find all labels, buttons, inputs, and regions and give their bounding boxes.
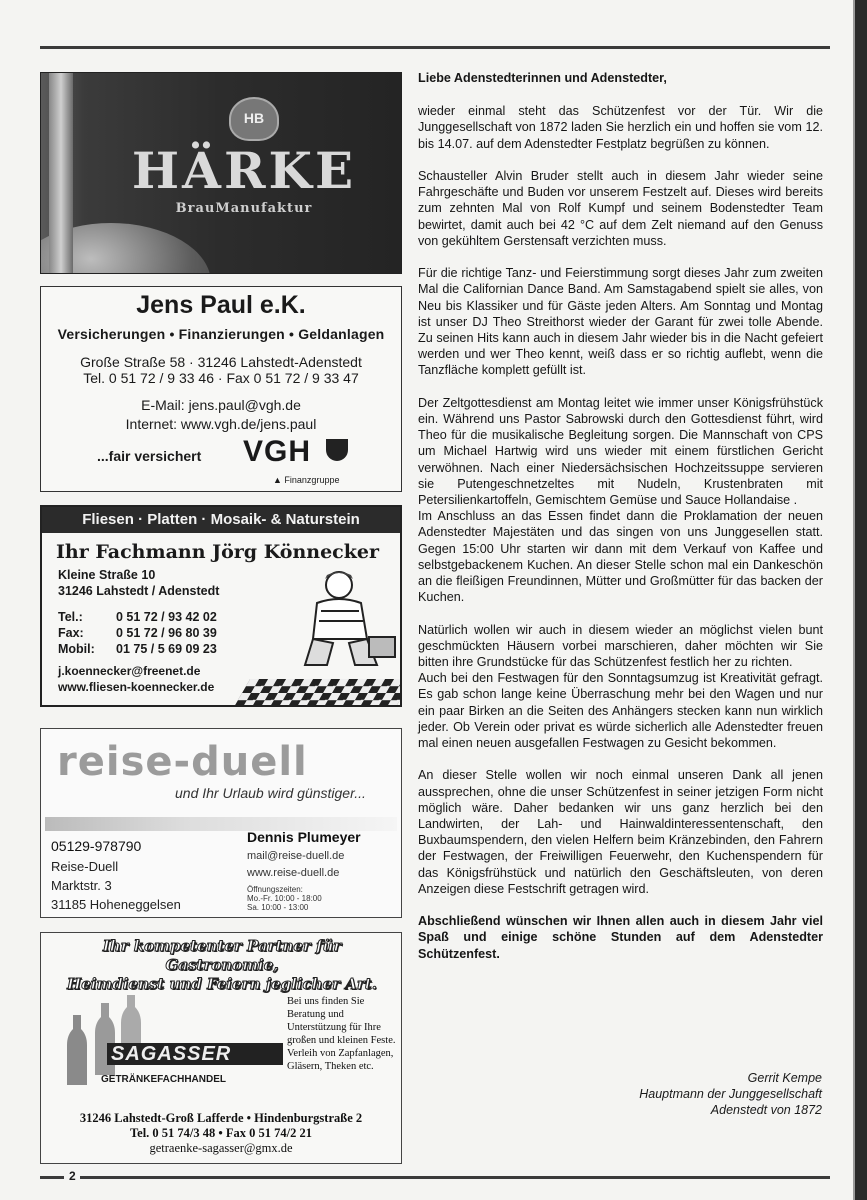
harke-ad bbox=[40, 72, 402, 274]
paul-finanzgruppe: ▲ Finanzgruppe bbox=[273, 475, 340, 485]
paul-slogan: ...fair versichert bbox=[97, 448, 202, 464]
reise-contact: Dennis Plumeyer bbox=[247, 829, 361, 845]
reise-phone: 05129-978790 bbox=[51, 838, 142, 854]
page-edge bbox=[855, 0, 867, 1200]
signature-org: Adenstedt von 1872 bbox=[710, 1103, 822, 1117]
letter-paragraph-8: An dieser Stelle wollen wir noch einmal unseren Dank all jenen aussprechen, ohne die unser Schützenfest in seiner jetzigen Form nicht möglich wäre. Daher bedanken wir uns ganz herzlich bei den Landwirten, der Lah- und Hainwaldinteressentenschaft, den Buxbaumspendern, den vielen Helfern beim Kränzebinden, den Fahrern der Festwagen, der Freiwilligen Feuerwehr, den Kuchenspendern für das Königsfrühstück und natürlich den Geschäftsleuten, von deren Anzeigen diese Festschrift getragen wird. bbox=[418, 768, 823, 896]
fliesen-email: j.koennecker@freenet.de bbox=[58, 664, 201, 678]
paul-internet: Internet: www.vgh.de/jens.paul bbox=[125, 416, 317, 432]
sagasser-email: getraenke-sagasser@gmx.de bbox=[149, 1141, 293, 1155]
fliesen-ad bbox=[40, 505, 402, 707]
harke-emblem-logo: HB bbox=[229, 97, 279, 141]
tiler-illustration bbox=[287, 567, 397, 677]
letter-paragraph-7: Auch bei den Festwagen für den Sonntagsumzug ist Kreativität gefragt. Es gab schon lange keine Überraschung mehr bei den Wagen und nur ein paar Birken an die Seiten des Anhängers stecken kann nun wirklich jeder. Ob Verein oder privat es würde sicherlich alle Adenstedter freuen mal einen neuen ausgefallen Festwagen zu Gesicht bekommen. bbox=[418, 671, 823, 751]
top-rule bbox=[40, 46, 830, 49]
reise-hours-week: Mo.-Fr. 10:00 - 18:00 bbox=[247, 894, 322, 903]
vgh-logo: VGH bbox=[243, 435, 312, 468]
fliesen-tel-row: Tel.: 0 51 72 / 93 42 02 bbox=[58, 610, 217, 624]
letter-closing: Abschließend wünschen wir Ihnen allen auch in diesem Jahr viel Spaß und einige schöne Stunden auf dem Adenstedter Schützenfest. bbox=[418, 914, 823, 961]
letter-signature bbox=[560, 1070, 822, 1118]
sagasser-header: Ihr kompetenter Partner für Gastronomie, Heimdienst und Feiern jeglicher Art. bbox=[67, 937, 377, 993]
horse-shield-icon bbox=[326, 439, 348, 461]
fliesen-fax-row: Fax: 0 51 72 / 96 80 39 bbox=[58, 626, 217, 640]
reise-street: Marktstr. 3 bbox=[51, 878, 112, 893]
paul-phone: Tel. 0 51 72 / 9 33 46 · Fax 0 51 72 / 9 33 47 bbox=[83, 370, 359, 386]
sagasser-logo: SAGASSER bbox=[107, 1043, 283, 1065]
pipe-image bbox=[49, 73, 73, 274]
sagasser-address: 31246 Lahstedt-Groß Lafferde • Hindenburgstraße 2 bbox=[79, 1111, 363, 1125]
sagasser-text: Bei uns finden Sie Beratung und Unterstützung für Ihre großen und kleinen Feste. Verleih von Zapfanlagen, Gläsern, Theken etc. bbox=[287, 996, 396, 1072]
reise-hours-title: Öffnungszeiten: bbox=[247, 885, 303, 894]
reise-web: www.reise-duell.de bbox=[247, 867, 340, 879]
paul-services: Versicherungen • Finanzierungen • Geldanlagen bbox=[57, 326, 385, 342]
sagasser-phone: Tel. 0 51 74/3 48 • Fax 0 51 74/2 21 bbox=[129, 1126, 313, 1140]
reise-email: mail@reise-duell.de bbox=[247, 850, 345, 862]
harke-name: HÄRKE bbox=[131, 141, 357, 200]
letter-paragraph-4: Der Zeltgottesdienst am Montag leitet wie immer unser Königsfrühstück ein. Während uns Pastor Sabrowski durch den Gottesdienst führt, wird Theo für die musikalische Begleitung sorgen. Die Mannschaft von CPS um Michael Hartwig wird uns wieder mit einem fürstlichen Gericht verwöhnen. Nach einer Niedersächsischen Hochzeitssuppe servieren sie Putengeschnetzeltes mit Nudeln, Krustenbraten mit Petersilienkartoffeln, Gemischtem Gemüse und Sauce Hollandaise . bbox=[418, 395, 823, 508]
fliesen-mobil-row: Mobil: 01 75 / 5 69 09 23 bbox=[58, 642, 217, 656]
sagasser-ad bbox=[40, 932, 402, 1164]
paul-address: Große Straße 58 · 31246 Lahstedt-Adenstedt bbox=[80, 354, 362, 370]
letter-body bbox=[418, 70, 823, 978]
fliesen-header: Fliesen · Platten · Mosaik- & Naturstein bbox=[42, 507, 400, 533]
letter-greeting: Liebe Adenstedterinnen und Adenstedter, bbox=[418, 71, 667, 85]
sagasser-subtitle: GETRÄNKEFACHHANDEL bbox=[101, 1074, 226, 1085]
reise-duell-ad bbox=[40, 728, 402, 918]
signature-name: Gerrit Kempe bbox=[747, 1071, 822, 1085]
page-number: 2 bbox=[69, 1169, 76, 1183]
page-edge-shadow bbox=[853, 0, 855, 1200]
reise-duell-logo: reise-duell bbox=[57, 739, 308, 785]
letter-paragraph-2: Schausteller Alvin Bruder stellt auch in diesem Jahr wieder seine Fahrgeschäfte und Buden vor unserem Festzelt auf. Dieses wird bereits zum zehnten Mal von Rolf Kumpf und seinem Bodenstedter Team bewirtet, damit auch bei 42 °C auf dem Zelt niemand auf den Genuss von gekühltem Gerstensaft verzichten muss. bbox=[418, 169, 823, 248]
fliesen-city: 31246 Lahstedt / Adenstedt bbox=[58, 584, 220, 598]
letter-paragraph-6: Natürlich wollen wir auch in diesem wieder an möglichst vielen bunt geschmückten Häusern vorbei marschieren, daher möchten wir Sie bitten ihre Grundstücke für das Schützenfest festlich her zu richten. bbox=[418, 622, 823, 670]
paul-email: E-Mail: jens.paul@vgh.de bbox=[141, 397, 301, 413]
fliesen-street: Kleine Straße 10 bbox=[58, 568, 156, 582]
harke-subtitle: BrauManufaktur bbox=[175, 201, 313, 216]
reise-hours-sat: Sa. 10:00 - 13:00 bbox=[247, 903, 309, 912]
reise-city: 31185 Hoheneggelsen bbox=[51, 897, 181, 912]
bottom-rule bbox=[80, 1176, 830, 1179]
paul-name: Jens Paul e.K. bbox=[136, 291, 306, 319]
letter-paragraph-5: Im Anschluss an das Essen findet dann die Proklamation der neuen Adenstedter Majestäten und das singen von uns Junggesellen statt. Gegen 15:00 Uhr starten wir dann mit dem Verkauf von Kaffee und selbstgebackenem Kuchen. An dieser Stelle schon mal ein Dankeschön an die fleißigen Freundinnen, Mütter und Großmütter für das backen der Kuchen. bbox=[418, 509, 823, 605]
fliesen-web: www.fliesen-koennecker.de bbox=[58, 680, 215, 694]
reise-company: Reise-Duell bbox=[51, 859, 119, 874]
fliesen-name: Ihr Fachmann Jörg Könnecker bbox=[56, 541, 380, 563]
reise-slogan: und Ihr Urlaub wird günstiger... bbox=[175, 785, 366, 801]
letter-paragraph-3: Für die richtige Tanz- und Feierstimmung sorgt dieses Jahr zum zweiten Mal die Californian Dance Band. Am Samstagabend spielt sie alles, von Neu bis Klassiker und für Gäste jeden Alters. Am Sonntag und Montag ist unser DJ Theo Streithorst wieder der Garant für zwei tolle Abende. Zu seinen Hits kann auch in diesem Jahr wieder bis in die Nacht gefeiert werden und wer Theo kennt, weiß dass er so richtig auflebt, wenn die Tanzfläche komplett gefüllt ist. bbox=[418, 266, 823, 378]
bottom-rule-left bbox=[40, 1176, 64, 1179]
checkered-floor-image bbox=[234, 679, 402, 707]
letter-paragraph-1: wieder einmal steht das Schützenfest vor der Tür. Wir die Junggesellschaft von 1872 laden Sie herzlich ein und hoffen sie vom 12. bis 14.07. auf dem Adenstedter Festplatz begrüßen zu können. bbox=[418, 104, 823, 151]
bottles-icon bbox=[59, 995, 149, 1085]
signature-role: Hauptmann der Junggesellschaft bbox=[639, 1087, 822, 1101]
jens-paul-ad bbox=[40, 286, 402, 492]
